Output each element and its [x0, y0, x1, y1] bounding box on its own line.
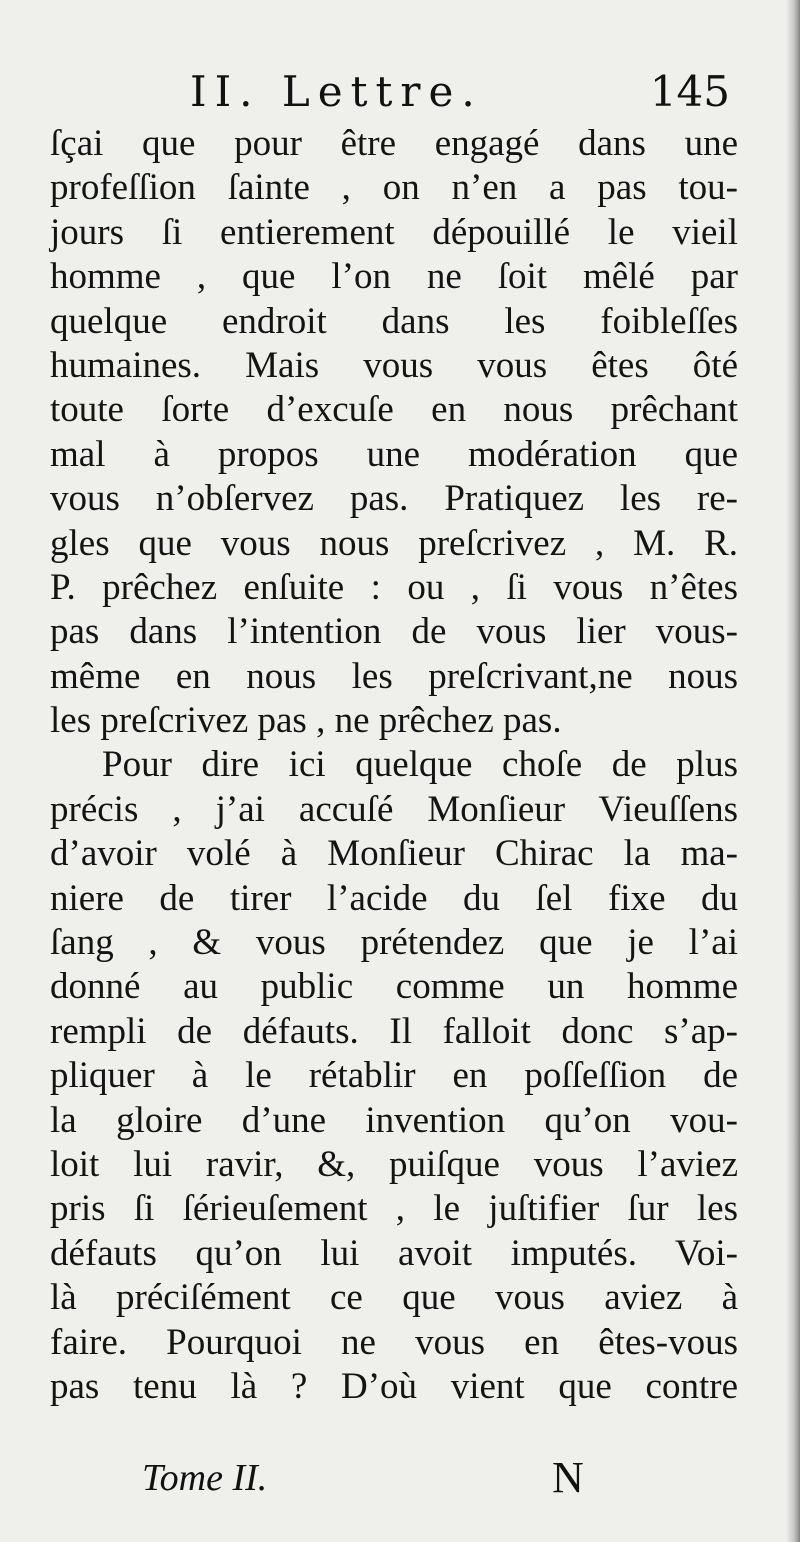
text-line: niere de tirer l’acide du ſel fixe du	[50, 877, 738, 919]
text-line: humaines. Mais vous vous êtes ôté	[50, 344, 738, 386]
text-line: toute ſorte d’excuſe en nous prêchant	[50, 389, 738, 431]
text-line: loit lui ravir, &, puiſque vous l’aviez	[50, 1143, 738, 1185]
text-line: la gloire d’une invention qu’on vou-	[50, 1099, 738, 1141]
page-edge-shadow	[786, 0, 800, 1542]
paragraph-1	[50, 122, 738, 743]
text-line: faire. Pourquoi ne vous en êtes-vous	[50, 1321, 738, 1363]
text-line: pris ſi ſérieuſement , le juſtifier ſur les	[50, 1188, 738, 1230]
text-line: Pour dire ici quelque choſe de plus	[102, 744, 738, 786]
text-line: quelque endroit dans les foibleſſes	[50, 300, 738, 342]
running-title: II. Lettre.	[190, 67, 483, 116]
text-line: ſçai que pour être engagé dans une	[50, 123, 738, 164]
text-line: ſang , & vous prétendez que je l’ai	[50, 922, 738, 964]
text-line: précis , j’ai accuſé Monſieur Vieuſſens	[50, 788, 738, 830]
text-line: profeſſion ſainte , on n’en a pas tou-	[50, 167, 738, 209]
text-line: même en nous les preſcrivant,ne nous	[50, 655, 738, 697]
text-line: les preſcrivez pas , ne prêchez pas.	[50, 700, 562, 742]
text-line: mal à propos une modération que	[50, 433, 738, 475]
text-line: homme , que l’on ne ſoit mêlé par	[50, 256, 738, 298]
text-line: rempli de défauts. Il falloit donc s’ap-	[50, 1010, 738, 1052]
text-line: pliquer à le rétablir en poſſeſſion de	[50, 1055, 738, 1097]
text-line: défauts qu’on lui avoit imputés. Voi-	[50, 1232, 738, 1274]
text-line: d’avoir volé à Monſieur Chirac la ma-	[50, 833, 738, 875]
text-line: donné au public comme un homme	[50, 966, 738, 1008]
text-line: jours ſi entierement dépouillé le vieil	[50, 211, 738, 253]
volume-label: Tome II.	[142, 1457, 268, 1499]
text-line: vous n’obſervez pas. Pratiquez les re-	[50, 478, 738, 520]
text-line: pas dans l’intention de vous lier vous-	[50, 611, 738, 653]
body-text	[50, 122, 738, 1409]
page-footer	[0, 1448, 800, 1508]
page-number: 145	[649, 67, 730, 116]
paragraph-2	[50, 743, 738, 1409]
text-line: pas tenu là ? D’où vient que contre	[50, 1365, 738, 1407]
page-header	[60, 62, 740, 122]
text-line: là préciſément ce que vous aviez à	[50, 1277, 738, 1319]
text-line: gles que vous nous preſcrivez , M. R.	[50, 522, 738, 564]
text-line: P. prêchez enſuite : ou , ſi vous n’êtes	[50, 566, 738, 608]
signature-mark: N	[552, 1453, 584, 1502]
